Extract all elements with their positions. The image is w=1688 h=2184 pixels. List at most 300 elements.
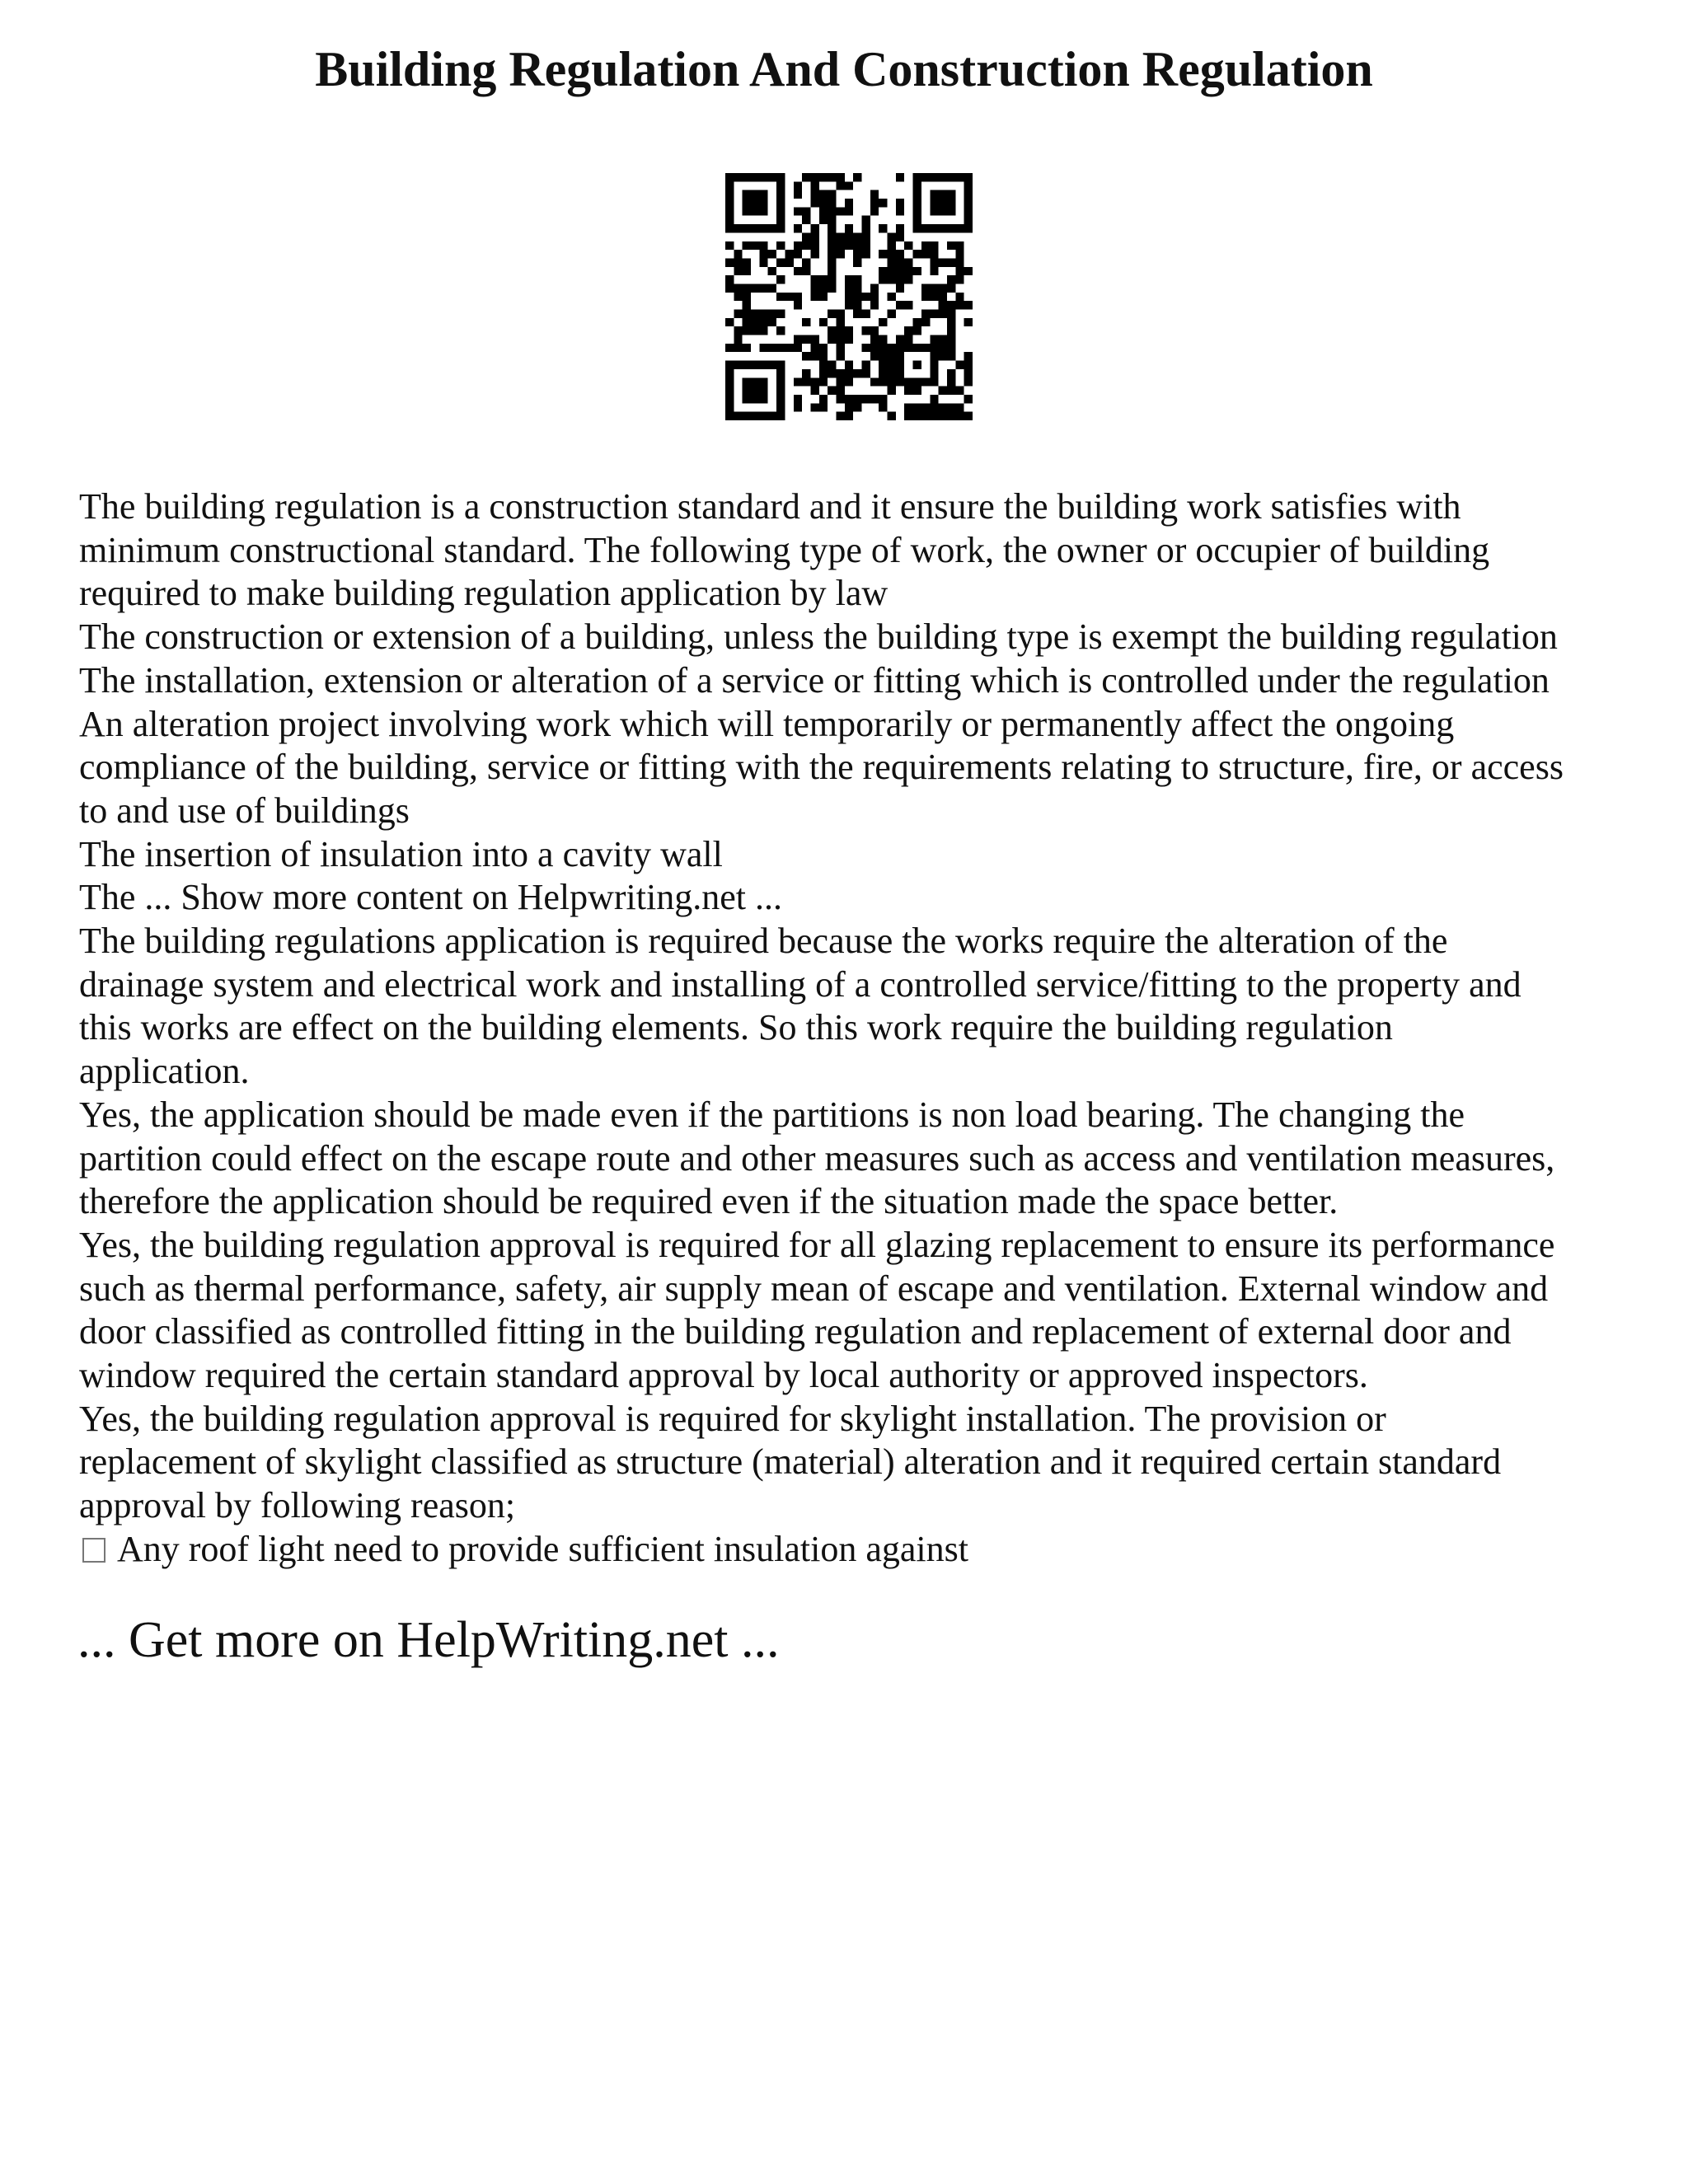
qr-module xyxy=(802,258,810,266)
qr-code-graphic xyxy=(725,173,973,420)
qr-module xyxy=(743,241,751,250)
body-line: The building regulations application is required because the works require the alteration of the xyxy=(79,921,1448,962)
qr-module xyxy=(930,403,938,411)
qr-module xyxy=(751,361,759,369)
qr-module xyxy=(743,387,751,395)
qr-module xyxy=(955,267,964,275)
body-line: door classified as controlled fitting in the building regulation and replacement of external door and xyxy=(79,1311,1512,1352)
qr-module xyxy=(725,190,734,199)
qr-module xyxy=(964,361,973,369)
qr-module xyxy=(836,232,844,241)
qr-module xyxy=(913,190,921,199)
qr-module xyxy=(785,250,793,258)
qr-module xyxy=(947,326,955,335)
qr-module xyxy=(888,352,896,360)
qr-module xyxy=(947,318,955,326)
qr-module xyxy=(930,173,938,181)
qr-module xyxy=(810,190,818,199)
qr-module xyxy=(776,275,785,284)
qr-module xyxy=(836,250,844,258)
qr-module xyxy=(853,173,861,181)
qr-module xyxy=(725,361,734,369)
qr-module xyxy=(939,403,947,411)
qr-module xyxy=(725,207,734,215)
qr-module xyxy=(964,190,973,199)
qr-module xyxy=(870,377,879,386)
qr-module xyxy=(896,284,904,292)
qr-module xyxy=(879,224,887,232)
qr-module xyxy=(896,224,904,232)
qr-module xyxy=(947,275,955,284)
qr-module xyxy=(955,403,964,411)
qr-module xyxy=(879,361,887,369)
qr-module xyxy=(896,335,904,344)
qr-module xyxy=(853,310,861,318)
qr-module xyxy=(947,335,955,344)
qr-module xyxy=(819,199,828,207)
qr-module xyxy=(734,361,742,369)
qr-module xyxy=(802,216,810,224)
qr-module xyxy=(896,275,904,284)
body-line: window required the certain standard approval by local authority or approved inspectors. xyxy=(79,1355,1368,1396)
qr-module xyxy=(836,395,844,403)
qr-module xyxy=(921,403,930,411)
qr-module xyxy=(879,199,887,207)
qr-module xyxy=(939,190,947,199)
qr-module xyxy=(947,190,955,199)
qr-module xyxy=(862,293,870,301)
qr-module xyxy=(828,258,836,266)
qr-module xyxy=(853,241,861,250)
qr-module xyxy=(930,199,938,207)
qr-module xyxy=(904,335,912,344)
qr-module xyxy=(743,310,751,318)
qr-module xyxy=(725,403,734,411)
qr-module xyxy=(759,361,767,369)
qr-module xyxy=(913,181,921,190)
qr-module xyxy=(759,395,767,403)
qr-module xyxy=(725,412,734,420)
missing-glyph-icon xyxy=(82,1538,106,1563)
qr-module xyxy=(768,412,776,420)
qr-module xyxy=(819,207,828,215)
qr-module xyxy=(819,275,828,284)
qr-module xyxy=(947,377,955,386)
qr-module xyxy=(896,199,904,207)
qr-module xyxy=(888,361,896,369)
qr-module xyxy=(930,284,938,292)
qr-module xyxy=(810,250,818,258)
qr-module xyxy=(836,377,844,386)
qr-module xyxy=(819,344,828,352)
qr-module xyxy=(896,258,904,266)
qr-module xyxy=(904,344,912,352)
qr-module xyxy=(896,361,904,369)
qr-module xyxy=(819,395,828,403)
qr-module xyxy=(904,377,912,386)
body-line: compliance of the building, service or fitting with the requirements relating to structure, fire, or access xyxy=(79,747,1564,788)
qr-module xyxy=(743,412,751,420)
qr-module xyxy=(870,352,879,360)
qr-module xyxy=(794,293,802,301)
qr-module xyxy=(802,318,810,326)
qr-module xyxy=(734,173,742,181)
qr-module xyxy=(743,258,751,266)
qr-module xyxy=(836,335,844,344)
qr-module xyxy=(930,361,938,369)
body-line: drainage system and electrical work and installing of a controlled service/fitting to the property and xyxy=(79,963,1522,1005)
qr-module xyxy=(845,207,853,215)
qr-module xyxy=(921,377,930,386)
qr-module xyxy=(759,284,767,292)
qr-module xyxy=(930,224,938,232)
body-line: minimum constructional standard. The following type of work, the owner or occupier of building xyxy=(79,529,1490,570)
qr-module xyxy=(794,224,802,232)
qr-module xyxy=(913,224,921,232)
qr-module xyxy=(913,173,921,181)
qr-module xyxy=(768,173,776,181)
qr-module xyxy=(819,377,828,386)
qr-module xyxy=(836,241,844,250)
qr-module xyxy=(794,335,802,344)
qr-module xyxy=(776,241,785,250)
qr-module xyxy=(828,369,836,377)
qr-module xyxy=(888,412,896,420)
qr-module xyxy=(913,361,921,369)
qr-module xyxy=(768,267,776,275)
qr-module xyxy=(828,326,836,335)
body-line: Yes, the application should be made even if the partitions is non load bearing. The changing the xyxy=(79,1094,1465,1135)
qr-module xyxy=(947,224,955,232)
qr-module xyxy=(862,216,870,224)
qr-module xyxy=(964,395,973,403)
qr-module xyxy=(845,361,853,369)
qr-module xyxy=(947,258,955,266)
qr-module xyxy=(725,275,734,284)
qr-module xyxy=(743,377,751,386)
qr-module xyxy=(939,387,947,395)
qr-module xyxy=(743,190,751,199)
qr-module xyxy=(955,224,964,232)
qr-module xyxy=(870,284,879,292)
qr-module xyxy=(836,369,844,377)
qr-module xyxy=(776,173,785,181)
qr-module xyxy=(734,224,742,232)
qr-module xyxy=(751,395,759,403)
qr-module xyxy=(836,318,844,326)
qr-module xyxy=(913,250,921,258)
qr-module xyxy=(810,387,818,395)
qr-module xyxy=(776,395,785,403)
qr-module xyxy=(896,344,904,352)
body-line: to and use of buildings xyxy=(79,790,410,831)
qr-module xyxy=(964,224,973,232)
qr-module xyxy=(845,199,853,207)
qr-module xyxy=(828,232,836,241)
qr-module xyxy=(759,199,767,207)
body-line: application. xyxy=(79,1051,250,1092)
qr-module xyxy=(725,199,734,207)
body-line: approval by following reason; xyxy=(79,1485,516,1526)
qr-module xyxy=(896,352,904,360)
qr-module xyxy=(964,412,973,420)
qr-module xyxy=(955,412,964,420)
qr-module xyxy=(888,241,896,250)
qr-module xyxy=(751,377,759,386)
qr-module xyxy=(802,241,810,250)
qr-module xyxy=(751,326,759,335)
body-line: such as thermal performance, safety, air supply mean of escape and ventilation. External window and xyxy=(79,1268,1549,1309)
body-line: replacement of skylight classified as structure (material) alteration and it required certain standard xyxy=(79,1441,1502,1483)
qr-module xyxy=(888,232,896,241)
show-more-line[interactable]: The ... Show more content on Helpwriting.net ... xyxy=(79,877,782,918)
qr-module xyxy=(904,403,912,411)
qr-module xyxy=(828,361,836,369)
qr-module xyxy=(776,207,785,215)
qr-module xyxy=(768,250,776,258)
qr-module xyxy=(776,344,785,352)
qr-module xyxy=(947,403,955,411)
qr-module xyxy=(836,387,844,395)
qr-module xyxy=(776,258,785,266)
qr-module xyxy=(913,207,921,215)
qr-module xyxy=(913,199,921,207)
qr-module xyxy=(939,412,947,420)
qr-module xyxy=(828,190,836,199)
qr-module xyxy=(845,284,853,292)
qr-module xyxy=(939,352,947,360)
qr-code-icon[interactable] xyxy=(725,173,973,420)
qr-module xyxy=(845,335,853,344)
qr-module xyxy=(921,344,930,352)
qr-module xyxy=(725,173,734,181)
qr-module xyxy=(913,387,921,395)
qr-module xyxy=(870,207,879,215)
qr-module xyxy=(759,190,767,199)
qr-module xyxy=(964,267,973,275)
qr-module xyxy=(794,301,802,309)
qr-module xyxy=(828,250,836,258)
qr-module xyxy=(802,352,810,360)
qr-module xyxy=(964,352,973,360)
qr-module xyxy=(776,369,785,377)
qr-module xyxy=(888,250,896,258)
qr-module xyxy=(879,395,887,403)
qr-module xyxy=(853,232,861,241)
qr-module xyxy=(930,190,938,199)
qr-module xyxy=(939,301,947,309)
qr-module xyxy=(964,207,973,215)
body-line: The construction or extension of a building, unless the building type is exempt the building regulation xyxy=(79,616,1558,658)
qr-module xyxy=(853,293,861,301)
qr-module xyxy=(939,207,947,215)
qr-module xyxy=(921,310,930,318)
qr-module xyxy=(853,258,861,266)
qr-module xyxy=(930,352,938,360)
qr-module xyxy=(819,403,828,411)
qr-module xyxy=(794,207,802,215)
qr-module xyxy=(845,275,853,284)
qr-module xyxy=(828,224,836,232)
qr-module xyxy=(828,199,836,207)
qr-module xyxy=(904,412,912,420)
qr-module xyxy=(870,293,879,301)
qr-module xyxy=(870,326,879,335)
qr-module xyxy=(904,275,912,284)
qr-module xyxy=(810,377,818,386)
qr-module xyxy=(743,344,751,352)
body-line: The installation, extension or alteration of a service or fitting which is controlled under the regulation xyxy=(79,659,1550,701)
qr-module xyxy=(921,173,930,181)
qr-module xyxy=(743,326,751,335)
qr-module xyxy=(921,250,930,258)
qr-module xyxy=(930,377,938,386)
qr-module xyxy=(836,344,844,352)
qr-module xyxy=(862,361,870,369)
body-line: this works are effect on the building elements. So this work require the building regulation xyxy=(79,1007,1393,1048)
qr-module xyxy=(743,199,751,207)
qr-module xyxy=(751,173,759,181)
get-more-link[interactable]: ... Get more on HelpWriting.net ... xyxy=(77,1612,780,1668)
qr-module xyxy=(794,241,802,250)
qr-module xyxy=(725,369,734,377)
qr-module xyxy=(828,275,836,284)
qr-module xyxy=(776,412,785,420)
qr-module xyxy=(947,207,955,215)
qr-module xyxy=(828,335,836,344)
qr-module xyxy=(913,412,921,420)
qr-module xyxy=(734,284,742,292)
qr-module xyxy=(845,232,853,241)
qr-module xyxy=(802,335,810,344)
qr-module xyxy=(879,344,887,352)
qr-module xyxy=(768,344,776,352)
qr-module xyxy=(776,361,785,369)
qr-module xyxy=(870,395,879,403)
qr-module xyxy=(794,377,802,386)
qr-module xyxy=(964,377,973,386)
qr-module xyxy=(964,301,973,309)
qr-module xyxy=(819,361,828,369)
qr-module xyxy=(751,241,759,250)
qr-module xyxy=(879,369,887,377)
qr-module xyxy=(776,199,785,207)
qr-module xyxy=(751,224,759,232)
qr-module xyxy=(725,344,734,352)
qr-module xyxy=(845,369,853,377)
qr-module xyxy=(939,173,947,181)
qr-module xyxy=(734,335,742,344)
qr-module xyxy=(888,387,896,395)
qr-module xyxy=(904,241,912,250)
qr-module xyxy=(810,173,818,181)
qr-module xyxy=(743,173,751,181)
qr-module xyxy=(759,326,767,335)
qr-module xyxy=(802,173,810,181)
qr-module xyxy=(794,395,802,403)
qr-module xyxy=(845,241,853,250)
qr-module xyxy=(904,301,912,309)
qr-module xyxy=(853,301,861,309)
qr-module xyxy=(947,284,955,292)
qr-module xyxy=(759,224,767,232)
qr-module xyxy=(768,310,776,318)
qr-module xyxy=(879,352,887,360)
qr-module xyxy=(810,335,818,344)
qr-module xyxy=(913,326,921,335)
qr-module xyxy=(759,250,767,258)
qr-module xyxy=(828,241,836,250)
qr-module xyxy=(955,258,964,266)
qr-module xyxy=(870,344,879,352)
qr-module xyxy=(947,301,955,309)
qr-module xyxy=(896,232,904,241)
qr-module xyxy=(743,207,751,215)
qr-module xyxy=(768,318,776,326)
qr-module xyxy=(921,293,930,301)
qr-module xyxy=(725,387,734,395)
qr-module xyxy=(776,224,785,232)
qr-module xyxy=(955,387,964,395)
qr-module xyxy=(964,199,973,207)
qr-module xyxy=(939,335,947,344)
qr-module xyxy=(802,207,810,215)
qr-module xyxy=(743,224,751,232)
qr-module xyxy=(776,181,785,190)
qr-module xyxy=(751,207,759,215)
qr-module xyxy=(896,173,904,181)
qr-module xyxy=(734,412,742,420)
qr-module xyxy=(845,293,853,301)
qr-module xyxy=(939,199,947,207)
qr-module xyxy=(810,293,818,301)
qr-module xyxy=(964,216,973,224)
qr-module xyxy=(828,173,836,181)
qr-module xyxy=(819,284,828,292)
qr-module xyxy=(888,344,896,352)
qr-module xyxy=(743,301,751,309)
qr-module xyxy=(776,190,785,199)
qr-module xyxy=(845,301,853,309)
qr-module xyxy=(939,344,947,352)
body-line: partition could effect on the escape route and other measures such as access and ventilation measures, xyxy=(79,1137,1555,1179)
qr-module xyxy=(794,344,802,352)
qr-module xyxy=(828,387,836,395)
qr-module xyxy=(930,293,938,301)
qr-module xyxy=(930,412,938,420)
qr-module xyxy=(734,267,742,275)
qr-module xyxy=(776,377,785,386)
qr-module xyxy=(888,275,896,284)
qr-module xyxy=(955,301,964,309)
qr-module xyxy=(759,310,767,318)
qr-module xyxy=(759,258,767,266)
qr-module xyxy=(888,369,896,377)
qr-module xyxy=(743,318,751,326)
qr-module xyxy=(879,403,887,411)
qr-module xyxy=(853,369,861,377)
qr-module xyxy=(939,224,947,232)
qr-module xyxy=(896,267,904,275)
qr-module xyxy=(725,216,734,224)
qr-module xyxy=(819,369,828,377)
qr-module xyxy=(896,207,904,215)
qr-module xyxy=(930,258,938,266)
qr-module xyxy=(947,173,955,181)
qr-module xyxy=(810,403,818,411)
qr-module xyxy=(853,250,861,258)
qr-module xyxy=(930,395,938,403)
